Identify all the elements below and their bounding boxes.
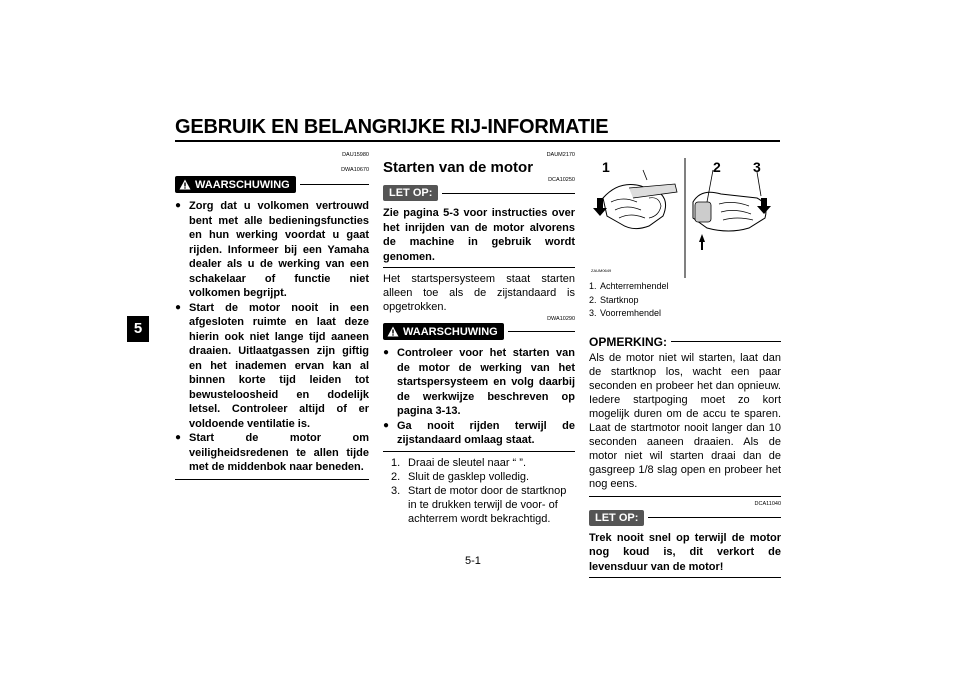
notice-header [589, 510, 781, 526]
notice-badge: LET OP: [589, 510, 644, 526]
opmerking-label: OPMERKING: [589, 334, 667, 349]
doc-code: DWA10670 [341, 167, 369, 173]
warning-label: WAARSCHUWING [403, 325, 498, 338]
warning-badge [175, 176, 296, 193]
opmerking-header [589, 335, 781, 349]
notice-badge: LET OP: [383, 185, 438, 201]
page-number: 5-1 [465, 555, 481, 567]
intro-paragraph: Het startspersysteem staat starten alleen toe als de zijstandaard is opgetrokken. [383, 273, 575, 313]
chapter-tab: 5 [127, 316, 149, 342]
step-item: 2. Sluit de gasklep volledig. [391, 470, 530, 483]
opmerking-rule [671, 341, 781, 342]
warning-list [383, 346, 575, 448]
list-item: ● Start de motor nooit in een afgesloten ruimte en laat deze hierin ook niet lange tijd aaneen draaien. Uitlaatgassen zijn giftig en het inademen ervan kan al binnen korte tijd leiden tot bewusteloosheid en dodelijk letsel. Controleer altijd of er voldoende ventilatie is. [175, 301, 369, 432]
step-item: 3. Start de motor door de startknop in te drukken terwijl de voor- of achterrem wordt bekrachtigd. [391, 484, 567, 525]
doc-code: DWA10290 [547, 316, 575, 322]
page-header-title: GEBRUIK EN BELANGRIJKE RIJ-INFORMATIE [175, 116, 609, 138]
start-illustration [589, 158, 781, 278]
warning-label: WAARSCHUWING [195, 178, 290, 191]
header-rule [175, 140, 780, 142]
notice-text: Zie pagina 5-3 voor instructies over het inrijden van de motor alvorens de machine in gebruik wordt genomen. [383, 207, 575, 263]
section-title: Starten van de motor [383, 159, 534, 176]
notice-text: Trek nooit snel op terwijl de motor nog koud is, dit verkort de levensduur van de motor! [589, 531, 781, 573]
column-3 [589, 280, 781, 578]
column-1 [175, 152, 369, 480]
steps-list [383, 456, 575, 526]
warning-list [175, 199, 369, 475]
figure [589, 158, 781, 278]
warning-triangle-icon [387, 326, 399, 337]
warning-triangle-icon [179, 179, 191, 190]
list-item: ● Ga nooit rijden terwijl de zijstandaard omlaag staat. [383, 419, 575, 448]
warning-header [175, 176, 369, 193]
figure-captions [589, 280, 781, 321]
warning-end-rule [383, 451, 575, 452]
caption-item: 1. Achterremhendel [589, 281, 669, 291]
notice-header [383, 185, 575, 201]
doc-code: DCA10250 [548, 177, 575, 183]
list-item: ● Zorg dat u volkomen vertrouwd bent met alle bedieningsfuncties en hun werking voordat u gaat rijden. Informeer bij een Yamaha dealer als u de werking van een schakelaar of functie niet volkomen begrijpt. [175, 199, 369, 301]
notice-rule [442, 193, 575, 194]
caption-item: 3. Voorremhendel [589, 308, 662, 318]
caption-item: 2. Startknop [589, 294, 639, 305]
list-item: ● Start de motor om veiligheidsredenen te allen tijde met de middenbok naar beneden. [175, 431, 369, 475]
step-item: 1. Draai de sleutel naar “ ”. [391, 456, 526, 469]
warning-badge [383, 323, 504, 340]
doc-code: DAUM2170 [546, 152, 575, 158]
list-item: ● Controleer voor het starten van de motor de werking van het startspersysteem en volg daarbij de werkwijze beschreven op pagina 3-13. [383, 346, 575, 419]
doc-code: DCA11040 [754, 500, 781, 507]
opmerking-text: Als de motor niet wil starten, laat dan de startknop los, wacht een paar seconden en probeer het dan opnieuw. Iedere startpoging moet zo kort mogelijk duren om de accu te sparen. Laat de startmotor nooit langer dan 10 seconden aaneen draaien. Als de motor niet wil starten draai dan de gasgreep 1/8 slag open en probeer het nog eens. [589, 351, 781, 490]
opmerking-end-rule [589, 496, 781, 497]
figure-code: ZAUM0649 [591, 268, 612, 273]
doc-code: DAU15980 [342, 152, 369, 158]
warning-end-rule [175, 479, 369, 480]
notice-end-rule [383, 267, 575, 268]
warning-header [383, 323, 575, 340]
warning-rule [300, 184, 369, 185]
figure-callout: 1 [602, 159, 610, 175]
column-2 [383, 152, 575, 526]
notice-end-rule [589, 577, 781, 578]
warning-rule [508, 331, 575, 332]
figure-callout: 3 [753, 159, 761, 175]
notice-rule [648, 517, 781, 518]
figure-callout: 2 [713, 159, 721, 175]
